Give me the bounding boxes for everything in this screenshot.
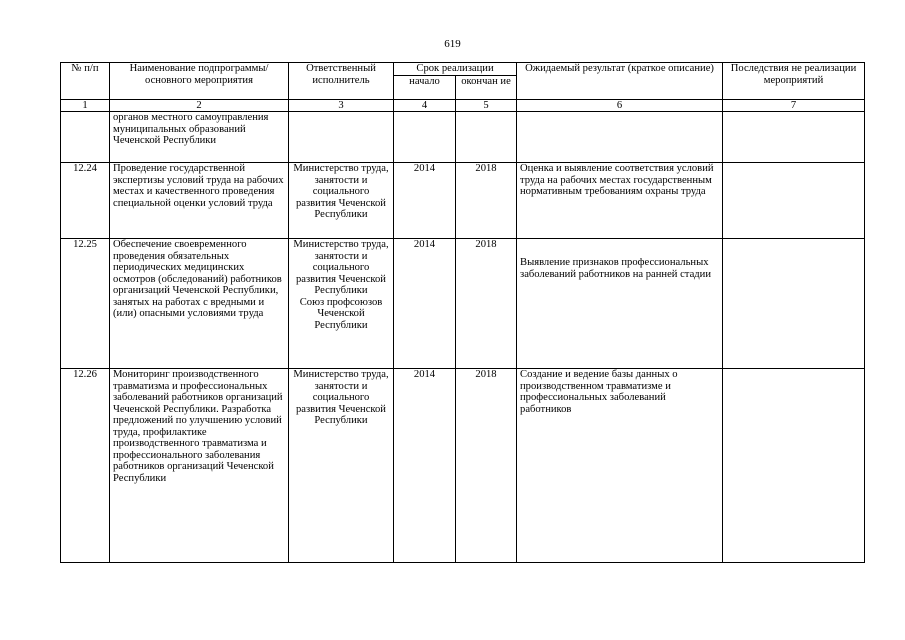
row-name: органов местного самоуправления муниципальных образований Чеченской Республики — [110, 112, 289, 163]
table-row — [61, 239, 865, 369]
column-number: 7 — [723, 99, 865, 112]
header-result: Ожидаемый результат (краткое описание) — [517, 63, 723, 100]
header-executor: Ответственный исполнитель — [289, 63, 394, 100]
table-row — [61, 163, 865, 239]
row-start: 2014 — [394, 163, 456, 239]
executor-ministry: Министерство труда, занятости и социального развития Чеченской Республики — [293, 239, 389, 296]
row-num: 12.24 — [61, 163, 110, 239]
header-name: Наименование подпрограммы/ основного мероприятия — [110, 63, 289, 100]
row-start: 2014 — [394, 369, 456, 563]
row-num: 12.25 — [61, 239, 110, 369]
header-num: № п/п — [61, 63, 110, 100]
header-consequences: Последствия не реализации мероприятий — [723, 63, 865, 100]
page-number: 619 — [444, 38, 461, 50]
table-row — [61, 112, 865, 163]
column-number: 4 — [394, 99, 456, 112]
row-executor — [289, 112, 394, 163]
row-consequences — [723, 112, 865, 163]
column-number: 3 — [289, 99, 394, 112]
column-number: 5 — [456, 99, 517, 112]
row-name: Мониторинг производственного травматизма и профессиональных заболеваний работников организаций Чеченской Республики. Разработка предложений по улучшению условий труда, профилактике производственного травматизма и профессионального заболевания работников организаций Чеченской Республики — [110, 369, 289, 563]
row-num — [61, 112, 110, 163]
column-number: 6 — [517, 99, 723, 112]
row-start: 2014 — [394, 239, 456, 369]
header-row — [61, 63, 865, 76]
column-number-row — [61, 99, 865, 112]
column-number: 2 — [110, 99, 289, 112]
row-consequences — [723, 369, 865, 563]
row-end: 2018 — [456, 163, 517, 239]
row-result: Оценка и выявление соответствия условий труда на рабочих местах государственным нормативным требованиям охраны труда — [517, 163, 723, 239]
row-executor — [289, 239, 394, 369]
row-end: 2018 — [456, 369, 517, 563]
row-executor: Министерство труда, занятости и социального развития Чеченской Республики — [289, 369, 394, 563]
row-name: Обеспечение своевременного проведения обязательных периодических медицинских осмотров (обследований) работников организаций Чеченской Республики, занятых на работах с вредными и (или) опасными условиями труда — [110, 239, 289, 369]
row-end — [456, 112, 517, 163]
row-result — [517, 239, 723, 369]
row-end: 2018 — [456, 239, 517, 369]
row-executor: Министерство труда, занятости и социального развития Чеченской Республики — [289, 163, 394, 239]
row-consequences — [723, 239, 865, 369]
row-num: 12.26 — [61, 369, 110, 563]
row-consequences — [723, 163, 865, 239]
row-result — [517, 112, 723, 163]
row-name: Проведение государственной экспертизы условий труда на рабочих местах и качественного проведения специальной оценки условий труда — [110, 163, 289, 239]
header-period: Срок реализации — [394, 63, 517, 76]
column-number: 1 — [61, 99, 110, 112]
table-row — [61, 369, 865, 563]
program-activities-table — [60, 62, 865, 563]
row-start — [394, 112, 456, 163]
row-result: Создание и ведение базы данных о производственном травматизме и профессиональных заболеваний работников — [517, 369, 723, 563]
header-end: окончан ие — [456, 75, 517, 99]
result-text: Выявление признаков профессиональных заболеваний работников на ранней стадии — [520, 257, 711, 280]
executor-union: Союз профсоюзов Чеченской Республики — [299, 296, 383, 331]
header-start: начало — [394, 75, 456, 99]
